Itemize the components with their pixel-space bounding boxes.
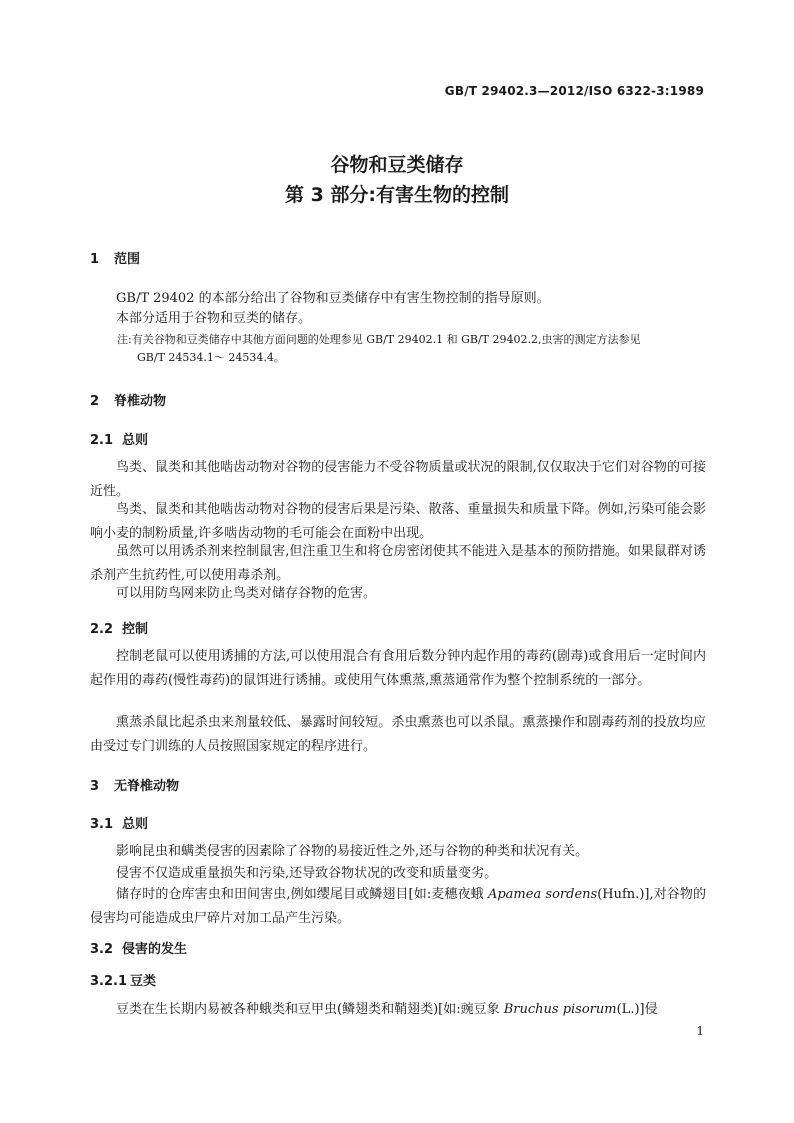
text-run: (Hufn.)],对谷物的侵害均可能造成虫尸碎片对加工品产生污染。 <box>90 887 707 926</box>
subsection-3-1-heading <box>90 813 148 832</box>
section-number: 3 <box>90 779 100 794</box>
section-2-heading <box>90 390 166 409</box>
section-title: 无脊椎动物 <box>114 779 180 794</box>
section-title: 范围 <box>114 252 141 267</box>
scientific-name: Bruchus pisorum <box>503 1002 617 1017</box>
subsection-3-2-1-heading <box>90 970 156 989</box>
section-number: 2.2 <box>90 622 114 637</box>
section-number: 3.2.1 <box>90 974 128 989</box>
section-number: 3.2 <box>90 942 114 957</box>
document-title-line2: 第 3 部分:有害生物的控制 <box>284 184 510 206</box>
paragraph: 侵害不仅造成重量损失和污染,还导致谷物状况的改变和质量变劣。 <box>116 866 498 881</box>
paragraph: 本部分适用于谷物和豆类的储存。 <box>116 311 312 326</box>
section-title: 总则 <box>122 433 149 448</box>
note-line: GB/T 24534.1～ 24534.4。 <box>137 351 285 364</box>
section-title: 控制 <box>122 622 149 637</box>
section-1-heading <box>90 248 140 267</box>
section-title: 脊椎动物 <box>114 394 167 409</box>
paragraph: 虽然可以用诱杀剂来控制鼠害,但注重卫生和将仓房密闭使其不能进入是基本的预防措施。如果鼠群对诱杀剂产生抗药性,可以使用毒杀剂。 <box>90 544 706 583</box>
section-number: 3.1 <box>90 817 114 832</box>
paragraph: GB/T 29402 的本部分给出了谷物和豆类储存中有害生物控制的指导原则。 <box>116 291 550 306</box>
section-title: 总则 <box>122 817 149 832</box>
note-line: 注:有关谷物和豆类储存中其他方面问题的处理参见 GB/T 29402.1 和 GB/T 29402.2,虫害的测定方法参见 <box>117 333 641 346</box>
section-3-heading <box>90 775 179 794</box>
text-run: 储存时的仓库害虫和田间害虫,例如缨尾目或鳞翅目[如:麦穗夜蛾 <box>116 887 488 902</box>
scientific-name: Apamea sordens <box>487 887 598 902</box>
paragraph: 可以用防鸟网来防止鸟类对储存谷物的危害。 <box>116 586 377 601</box>
subsection-3-2-heading <box>90 938 187 957</box>
section-number: 2.1 <box>90 433 114 448</box>
paragraph: 控制老鼠可以使用诱捕的方法,可以使用混合有食用后数分钟内起作用的毒药(剧毒)或食用后一定时间内起作用的毒药(慢性毒药)的鼠饵进行诱捕。或使用气体熏蒸,熏蒸通常作为整个控制系统的一部分。 <box>90 649 706 688</box>
text-run: (L.)]侵 <box>616 1002 658 1017</box>
subsection-2-2-heading <box>90 618 148 637</box>
page-number: 1 <box>696 1024 704 1038</box>
text-run: 豆类在生长期内易被各种蛾类和豆甲虫(鳞翅类和鞘翅类)[如:豌豆象 <box>116 1002 504 1017</box>
section-number: 2 <box>90 394 100 409</box>
paragraph: 鸟类、鼠类和其他啮齿动物对谷物的侵害后果是污染、散落、重量损失和质量下降。例如,污染可能会影响小麦的制粉质量,许多啮齿动物的毛可能会在面粉中出现。 <box>90 502 706 541</box>
section-title: 豆类 <box>130 974 157 989</box>
paragraph <box>90 998 706 1022</box>
note <box>117 331 707 367</box>
section-number: 1 <box>90 252 100 267</box>
section-title: 侵害的发生 <box>122 942 188 957</box>
paragraph: 影响昆虫和螨类侵害的因素除了谷物的易接近性之外,还与谷物的种类和状况有关。 <box>116 844 589 859</box>
paragraph: 鸟类、鼠类和其他啮齿动物对谷物的侵害能力不受谷物质量或状况的限制,仅仅取决于它们对谷物的可接近性。 <box>90 460 706 499</box>
paragraph: 熏蒸杀鼠比起杀虫来剂量较低、暴露时间较短。杀虫熏蒸也可以杀鼠。熏蒸操作和剧毒药剂的投放均应由受过专门训练的人员按照国家规定的程序进行。 <box>90 715 706 754</box>
subsection-2-1-heading <box>90 429 148 448</box>
document-title-line1: 谷物和豆类储存 <box>330 154 464 176</box>
standard-code-header: GB/T 29402.3—2012/ISO 6322-3:1989 <box>444 84 704 98</box>
paragraph <box>90 883 706 931</box>
